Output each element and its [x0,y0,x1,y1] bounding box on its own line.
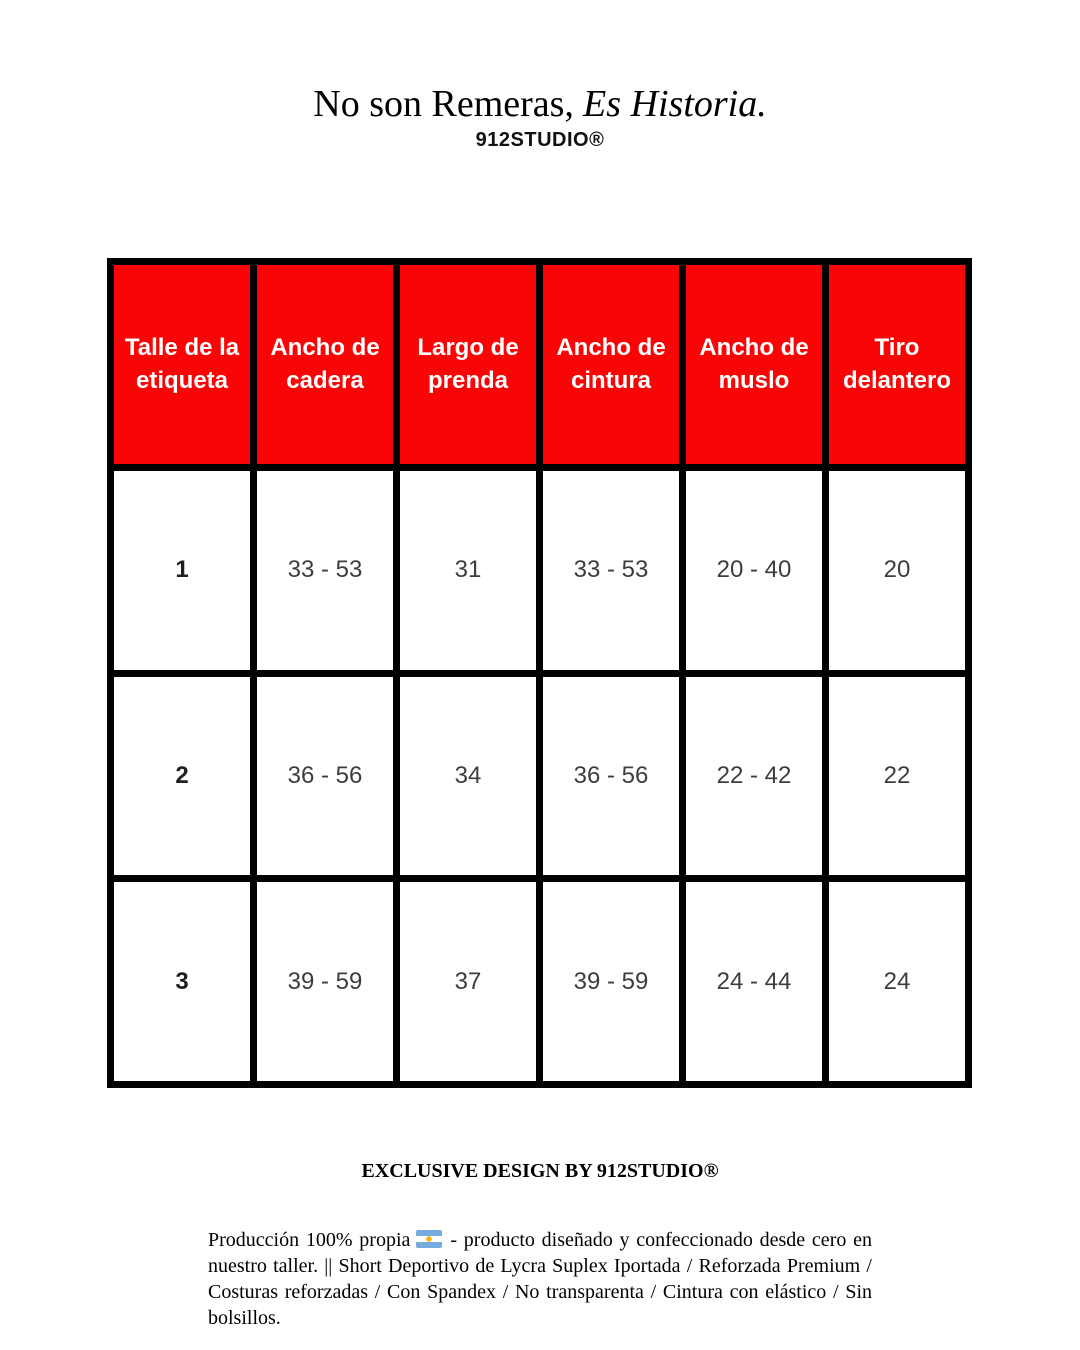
table-cell: 31 [400,471,536,670]
footer-text-before-flag: Producción 100% propia [208,1229,411,1251]
argentina-flag-icon [416,1230,442,1248]
footer-heading: EXCLUSIVE DESIGN BY 912STUDIO® [361,1160,719,1182]
table-cell: 33 - 53 [257,471,393,670]
table-cell: 20 - 40 [686,471,822,670]
table-cell: 39 - 59 [543,882,679,1081]
table-cell: 37 [400,882,536,1081]
title-block [0,84,1080,152]
brand-logo: 912STUDIO® [475,128,605,151]
table-cell: 24 [829,882,965,1081]
title-italic: Es Historia. [583,83,767,125]
table-cell: 34 [400,677,536,876]
table-cell: 22 - 42 [686,677,822,876]
column-header-tiro: Tiro delantero [829,265,965,464]
column-header-cadera: Ancho de cadera [257,265,393,464]
size-table [107,258,972,1088]
column-header-muslo: Ancho de muslo [686,265,822,464]
table-cell: 33 - 53 [543,471,679,670]
table-cell: 24 - 44 [686,882,822,1081]
table-cell-size-label: 1 [114,471,250,670]
footer-paragraph [208,1227,872,1331]
table-cell: 39 - 59 [257,882,393,1081]
page-title [0,84,1080,126]
title-regular: No son Remeras, [313,83,574,125]
column-header-talle: Talle de la etiqueta [114,265,250,464]
column-header-cintura: Ancho de cintura [543,265,679,464]
table-cell: 36 - 56 [543,677,679,876]
footer-text-after-flag: - producto diseñado y confeccionado desde cero en nuestro taller. || Short Deportivo de Lycra Suplex Iportada / Reforzada Premium / Costuras reforzadas / Con Spandex / No transparenta / Cintura con elástico / Sin bolsillos. [208,1229,872,1329]
table-cell-size-label: 3 [114,882,250,1081]
table-cell: 22 [829,677,965,876]
column-header-largo: Largo de prenda [400,265,536,464]
table-cell-size-label: 2 [114,677,250,876]
table-cell: 36 - 56 [257,677,393,876]
table-cell: 20 [829,471,965,670]
